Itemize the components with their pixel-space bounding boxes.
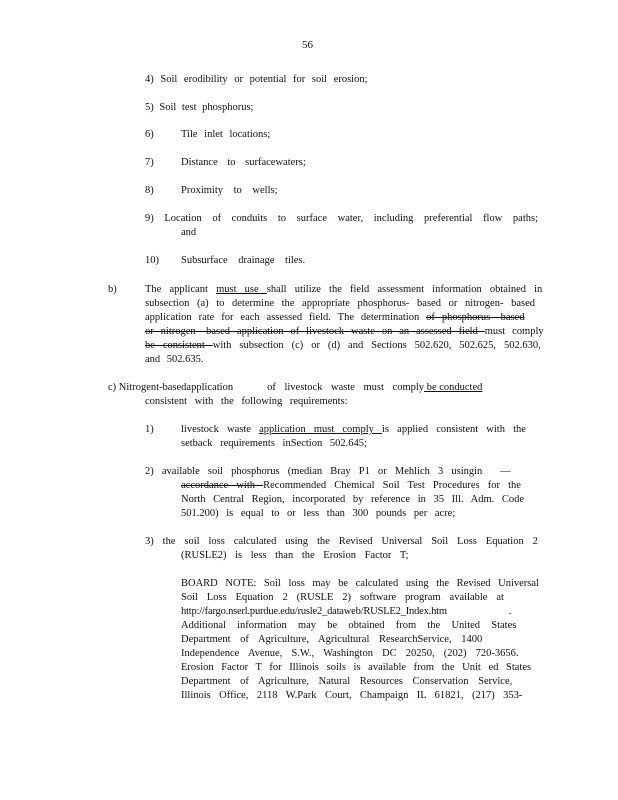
inserted-text: be conducted	[424, 382, 483, 393]
list-item-5: 5) Soil test phosphorus;	[145, 102, 254, 113]
list-item-number: 6)	[145, 129, 154, 140]
section-b-line-3	[145, 311, 525, 325]
inserted-text: application must comply	[259, 424, 383, 435]
board-note-line: Erosion Factor T for Illinois soils is available from the Unit ed States	[181, 662, 532, 673]
text: The applicant	[145, 284, 217, 295]
requirement-number: 1)	[145, 424, 154, 435]
board-note-line: Department of Agriculture, Natural Resources Conservation Service,	[181, 676, 513, 687]
section-b-line-6: and 502.635.	[145, 354, 204, 365]
list-item-number: 7)	[145, 157, 154, 168]
section-b-line-1	[145, 283, 542, 297]
section-c-line-1	[108, 381, 482, 395]
text: of livestock waste must comply	[267, 382, 425, 393]
list-item-text-continued: and	[181, 227, 197, 238]
deleted-text: be consistent	[145, 340, 213, 351]
list-item-text: Tile inlet locations;	[181, 129, 271, 140]
section-b-line-2: subsection (a) to determine the appropriate phosphorus- based or nitrogen- based	[145, 298, 535, 309]
requirement-2-line-3: North Central Region, incorporated by reference in 35 Ill. Adm. Code	[181, 494, 525, 505]
requirement-2-line-4: 501.200) is equal to or less than 300 pounds per acre;	[181, 508, 456, 519]
requirement-1-line-1	[181, 423, 526, 437]
deleted-text: accordance with	[181, 480, 264, 491]
board-note-url	[181, 605, 511, 619]
list-item-number: 8)	[145, 185, 154, 196]
section-b-line-4	[145, 325, 544, 339]
text: 2) available soil phosphorus (median Bray P1 or Mehlich 3 usingin	[145, 466, 483, 477]
list-item-text: Distance to surfacewaters;	[181, 157, 306, 168]
text: .	[508, 606, 512, 617]
inserted-text: must use	[216, 284, 267, 295]
board-note-line: BOARD NOTE: Soil loss may be calculated using the Revised Universal	[181, 578, 539, 589]
requirement-3-line-1: 3) the soil loss calculated using the Revised Universal Soil Loss Equation 2	[145, 536, 538, 547]
inserted-text: must comply	[484, 326, 544, 337]
requirement-2-line-1	[145, 465, 511, 479]
list-item-number: 10)	[145, 255, 159, 266]
board-note-line: Illinois Office, 2118 W.Park Court, Champaign IL 61821, (217) 353-	[181, 690, 523, 701]
board-note-line: Soil Loss Equation 2 (RUSLE 2) software program available at	[181, 592, 504, 603]
deleted-text: of phosphorus- based	[426, 312, 525, 323]
text: livestock waste	[181, 424, 260, 435]
requirement-3-line-2: (RUSLE2) is less than the Erosion Factor T;	[181, 550, 409, 561]
list-item-text: Subsurface drainage tiles.	[181, 255, 306, 266]
section-b-line-5	[145, 339, 541, 353]
list-item-4: 4) Soil erodibility or potential for soil erosion;	[145, 74, 368, 85]
board-note-line: Independence Avenue, S.W., Washington DC 20250, (202) 720-3656.	[181, 648, 519, 659]
board-note-line: Department of Agriculture, Agricultural ResearchService, 1400	[181, 634, 483, 645]
list-item-text: Proximity to wells;	[181, 185, 278, 196]
url-text: http://fargo.nserl.purdue.edu/rusle2_dataweb/RUSLE2_Index.htm	[181, 606, 447, 617]
requirement-2-line-2	[181, 479, 521, 493]
page-number: 56	[302, 39, 313, 51]
section-b-label: b)	[108, 284, 117, 295]
text: c) Nitrogent-basedapplication	[108, 382, 234, 393]
section-c-line-2: consistent with the following requirements:	[145, 396, 348, 407]
deleted-dash: —	[500, 466, 511, 477]
text: Recommended Chemical Soil Test Procedures for the	[263, 480, 521, 491]
deleted-text: or nitrogen- based application of livestock waste on an assessed field	[145, 326, 485, 337]
board-note-line: Additional information may be obtained from the United States	[181, 620, 517, 631]
requirement-1-line-2: setback requirements inSection 502.645;	[181, 438, 367, 449]
list-item-text: 9) Location of conduits to surface water, including preferential flow paths;	[145, 213, 539, 224]
text: shall utilize the field assessment information obtained in	[266, 284, 543, 295]
text: is applied consistent with the	[382, 424, 526, 435]
text: with subsection (c) or (d) and Sections 502.620, 502.625, 502.630,	[212, 340, 541, 351]
text: application rate for each assessed field. The determination	[145, 312, 427, 323]
